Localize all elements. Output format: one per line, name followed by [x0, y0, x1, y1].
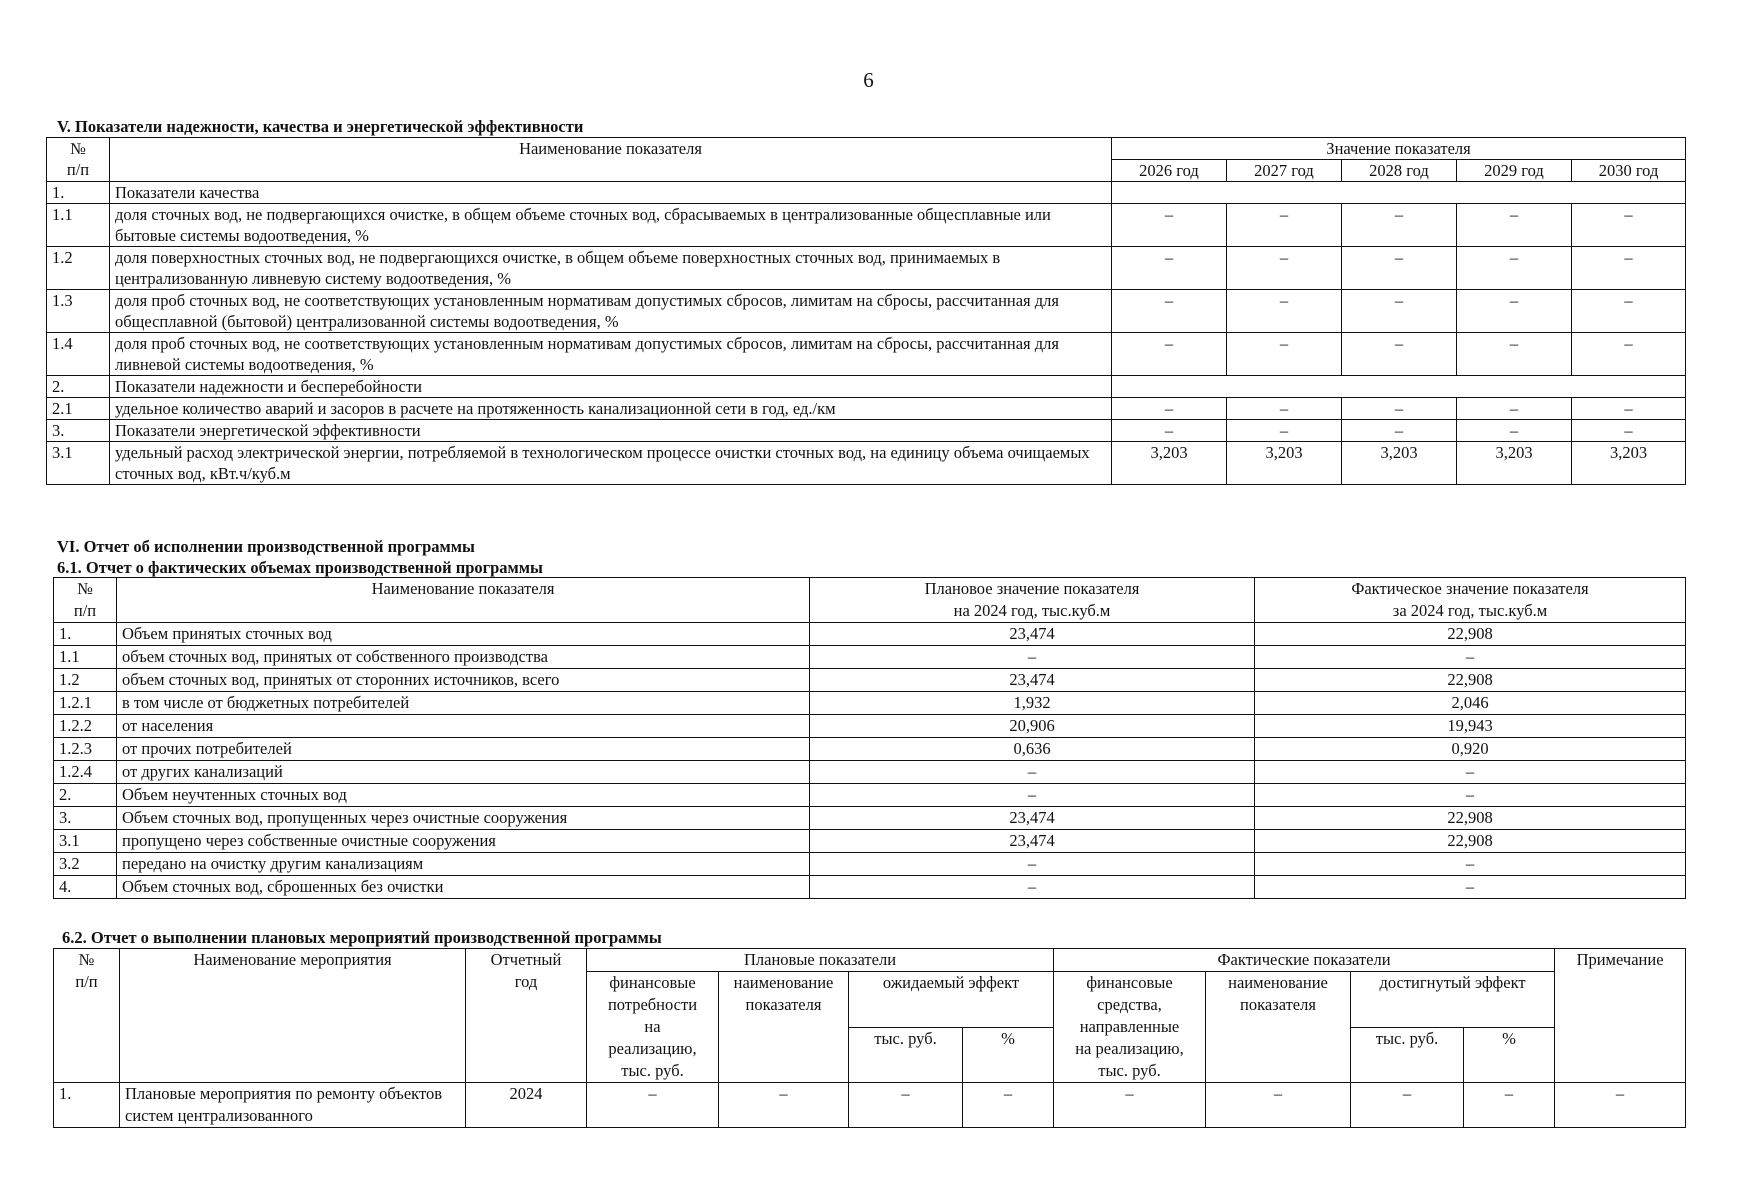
- row-value: –: [1227, 333, 1342, 376]
- table-row: [47, 204, 1686, 247]
- col-header-rub: тыс. руб.: [849, 1027, 963, 1083]
- col-header-number: № п/п: [54, 949, 120, 1083]
- row-value: –: [1227, 247, 1342, 290]
- col-header-value: Значение показателя: [1112, 138, 1686, 160]
- row-name: Объем сточных вод, пропущенных через очистные сооружения: [117, 807, 810, 830]
- row-number: 1.: [54, 1083, 120, 1128]
- col-header-year: 2030 год: [1572, 160, 1686, 182]
- row-number: 1.2.3: [54, 738, 117, 761]
- row-value: –: [1572, 204, 1686, 247]
- row-value: –: [1342, 204, 1457, 247]
- row-value: –: [1227, 290, 1342, 333]
- row-number: 3.1: [47, 442, 110, 485]
- table-row: [54, 1083, 1686, 1128]
- col-header-note: Примечание: [1555, 949, 1686, 1083]
- row-value-empty: [1112, 182, 1686, 204]
- row-plan-value: 23,474: [810, 830, 1255, 853]
- col-header-pct: %: [1464, 1027, 1555, 1083]
- row-number: 1.2.2: [54, 715, 117, 738]
- row-value: –: [1054, 1083, 1206, 1128]
- row-name: Показатели надежности и бесперебойности: [110, 376, 1112, 398]
- row-value: 3,203: [1227, 442, 1342, 485]
- row-number: 1.4: [47, 333, 110, 376]
- row-value: –: [1342, 398, 1457, 420]
- table-row: [54, 692, 1686, 715]
- row-number: 1.2.4: [54, 761, 117, 784]
- table-row: [47, 442, 1686, 485]
- table-row: [54, 738, 1686, 761]
- row-name: от прочих потребителей: [117, 738, 810, 761]
- table-row: [54, 876, 1686, 899]
- row-name: Объем неучтенных сточных вод: [117, 784, 810, 807]
- row-value: –: [1572, 333, 1686, 376]
- row-value: –: [1206, 1083, 1351, 1128]
- row-number: 1.3: [47, 290, 110, 333]
- row-fact-value: –: [1255, 646, 1686, 669]
- row-plan-value: –: [810, 784, 1255, 807]
- table-row: [47, 376, 1686, 398]
- row-value: –: [1457, 398, 1572, 420]
- row-fact-value: 2,046: [1255, 692, 1686, 715]
- row-value: –: [1457, 204, 1572, 247]
- row-value: –: [1572, 247, 1686, 290]
- row-name: Объем принятых сточных вод: [117, 623, 810, 646]
- row-value: –: [1555, 1083, 1686, 1128]
- row-value-empty: [1112, 376, 1686, 398]
- row-value: –: [1227, 204, 1342, 247]
- row-number: 3.: [47, 420, 110, 442]
- col-header-name: Наименование показателя: [110, 138, 1112, 182]
- row-value: –: [1342, 290, 1457, 333]
- volumes-table: [53, 577, 1686, 899]
- row-plan-value: 0,636: [810, 738, 1255, 761]
- row-name: доля сточных вод, не подвергающихся очистке, в общем объеме сточных вод, сбрасываемых в централизованные общесплавные или бытовые системы водоотведения, %: [110, 204, 1112, 247]
- row-number: 1.: [54, 623, 117, 646]
- col-header-plan: Плановое значение показателя на 2024 год, тыс.куб.м: [810, 578, 1255, 623]
- row-number: 1.2: [54, 669, 117, 692]
- row-value: 3,203: [1342, 442, 1457, 485]
- row-name: удельное количество аварий и засоров в расчете на протяженность канализационной сети в год, ед./км: [110, 398, 1112, 420]
- row-name: доля проб сточных вод, не соответствующих установленным нормативам допустимых сбросов, лимитам на сбросы, рассчитанная для ливневой системы водоотведения, %: [110, 333, 1112, 376]
- table-row: [47, 398, 1686, 420]
- row-name: объем сточных вод, принятых от собственного производства: [117, 646, 810, 669]
- table-row: [54, 830, 1686, 853]
- row-value: –: [1572, 420, 1686, 442]
- col-header-measure-name: Наименование мероприятия: [120, 949, 466, 1083]
- col-header-pct: %: [963, 1027, 1054, 1083]
- table-row: [54, 623, 1686, 646]
- row-value: –: [1457, 247, 1572, 290]
- row-number: 1.1: [47, 204, 110, 247]
- col-header-year: 2029 год: [1457, 160, 1572, 182]
- col-header-actual: Фактические показатели: [1054, 949, 1555, 972]
- col-header-achieved-effect: достигнутый эффект: [1351, 972, 1555, 1028]
- row-plan-value: 1,932: [810, 692, 1255, 715]
- section-6-2-heading: 6.2. Отчет о выполнении плановых мероприятий производственной программы: [62, 928, 662, 947]
- row-value: –: [1227, 420, 1342, 442]
- table-row: [54, 761, 1686, 784]
- row-number: 3.2: [54, 853, 117, 876]
- reliability-table: [46, 137, 1686, 485]
- col-header-year: 2027 год: [1227, 160, 1342, 182]
- row-value: –: [1342, 420, 1457, 442]
- row-plan-value: –: [810, 876, 1255, 899]
- section-5-heading: V. Показатели надежности, качества и энергетической эффективности: [57, 117, 584, 136]
- row-name: передано на очистку другим канализациям: [117, 853, 810, 876]
- row-number: 1.2: [47, 247, 110, 290]
- col-header-fact-indicator: наименование показателя: [1206, 972, 1351, 1083]
- row-value: –: [1572, 398, 1686, 420]
- col-header-number: № п/п: [54, 578, 117, 623]
- col-header-plan-indicator: наименование показателя: [719, 972, 849, 1083]
- table-row: [54, 853, 1686, 876]
- row-value: –: [963, 1083, 1054, 1128]
- row-value: –: [1112, 398, 1227, 420]
- row-fact-value: –: [1255, 876, 1686, 899]
- col-header-fact: Фактическое значение показателя за 2024 год, тыс.куб.м: [1255, 578, 1686, 623]
- row-fact-value: –: [1255, 784, 1686, 807]
- row-value: –: [719, 1083, 849, 1128]
- row-fact-value: 22,908: [1255, 807, 1686, 830]
- row-value: –: [1227, 398, 1342, 420]
- row-name: доля поверхностных сточных вод, не подвергающихся очистке, в общем объеме поверхностных сточных вод, принимаемых в централизованную ливневую систему водоотведения, %: [110, 247, 1112, 290]
- table-row: [47, 333, 1686, 376]
- row-value: –: [1112, 290, 1227, 333]
- row-year: 2024: [466, 1083, 587, 1128]
- table-row: [54, 784, 1686, 807]
- row-value: 3,203: [1572, 442, 1686, 485]
- row-name: Показатели энергетической эффективности: [110, 420, 1112, 442]
- row-name: Показатели качества: [110, 182, 1112, 204]
- row-value: –: [1572, 290, 1686, 333]
- table-row: [47, 182, 1686, 204]
- row-value: –: [1457, 290, 1572, 333]
- row-value: –: [1112, 204, 1227, 247]
- row-name: от других канализаций: [117, 761, 810, 784]
- row-plan-value: 23,474: [810, 807, 1255, 830]
- col-header-planned: Плановые показатели: [587, 949, 1054, 972]
- col-header-report-year: Отчетный год: [466, 949, 587, 1083]
- table-row: [54, 807, 1686, 830]
- row-number: 3.1: [54, 830, 117, 853]
- col-header-rub: тыс. руб.: [1351, 1027, 1464, 1083]
- row-plan-value: 20,906: [810, 715, 1255, 738]
- row-value: –: [587, 1083, 719, 1128]
- row-value: –: [1112, 247, 1227, 290]
- section-6-heading: VI. Отчет об исполнении производственной программы: [57, 537, 475, 556]
- row-fact-value: 0,920: [1255, 738, 1686, 761]
- col-header-year: 2026 год: [1112, 160, 1227, 182]
- table-row: [54, 646, 1686, 669]
- col-header-fact-finance: финансовые средства, направленные на реализацию, тыс. руб.: [1054, 972, 1206, 1083]
- row-name: от населения: [117, 715, 810, 738]
- row-fact-value: 22,908: [1255, 623, 1686, 646]
- row-fact-value: 22,908: [1255, 669, 1686, 692]
- table-row: [54, 669, 1686, 692]
- row-plan-value: 23,474: [810, 669, 1255, 692]
- row-number: 3.: [54, 807, 117, 830]
- row-plan-value: –: [810, 761, 1255, 784]
- row-name: удельный расход электрической энергии, потребляемой в технологическом процессе очистки сточных вод, на единицу объема очищаемых сточных вод, кВт.ч/куб.м: [110, 442, 1112, 485]
- row-value: –: [849, 1083, 963, 1128]
- row-name: в том числе от бюджетных потребителей: [117, 692, 810, 715]
- col-header-number: № п/п: [47, 138, 110, 182]
- row-name: объем сточных вод, принятых от сторонних источников, всего: [117, 669, 810, 692]
- row-fact-value: –: [1255, 853, 1686, 876]
- row-number: 2.1: [47, 398, 110, 420]
- row-fact-value: –: [1255, 761, 1686, 784]
- row-fact-value: 19,943: [1255, 715, 1686, 738]
- row-fact-value: 22,908: [1255, 830, 1686, 853]
- row-value: 3,203: [1457, 442, 1572, 485]
- row-measure-name: Плановые мероприятия по ремонту объектов систем централизованного: [120, 1083, 466, 1128]
- col-header-plan-finance: финансовые потребности на реализацию, тыс. руб.: [587, 972, 719, 1083]
- row-number: 2.: [47, 376, 110, 398]
- row-name: пропущено через собственные очистные сооружения: [117, 830, 810, 853]
- row-value: –: [1112, 420, 1227, 442]
- row-name: доля проб сточных вод, не соответствующих установленным нормативам допустимых сбросов, лимитам на сбросы, рассчитанная для общесплавной (бытовой) централизованной системы водоотведения, %: [110, 290, 1112, 333]
- page-number: 6: [863, 68, 874, 92]
- table-row: [47, 247, 1686, 290]
- row-number: 2.: [54, 784, 117, 807]
- row-value: –: [1457, 333, 1572, 376]
- table-row: [47, 290, 1686, 333]
- col-header-year: 2028 год: [1342, 160, 1457, 182]
- measures-table: [53, 948, 1686, 1128]
- row-plan-value: –: [810, 646, 1255, 669]
- row-value: –: [1112, 333, 1227, 376]
- row-name: Объем сточных вод, сброшенных без очистки: [117, 876, 810, 899]
- row-plan-value: 23,474: [810, 623, 1255, 646]
- row-value: –: [1342, 247, 1457, 290]
- row-plan-value: –: [810, 853, 1255, 876]
- row-value: –: [1464, 1083, 1555, 1128]
- row-value: –: [1457, 420, 1572, 442]
- row-number: 1.: [47, 182, 110, 204]
- table-row: [47, 420, 1686, 442]
- row-number: 4.: [54, 876, 117, 899]
- col-header-expected-effect: ожидаемый эффект: [849, 972, 1054, 1028]
- row-number: 1.2.1: [54, 692, 117, 715]
- table-row: [54, 715, 1686, 738]
- row-value: –: [1342, 333, 1457, 376]
- row-value: –: [1351, 1083, 1464, 1128]
- section-6-1-heading: 6.1. Отчет о фактических объемах производственной программы: [57, 558, 543, 577]
- row-number: 1.1: [54, 646, 117, 669]
- col-header-name: Наименование показателя: [117, 578, 810, 623]
- row-value: 3,203: [1112, 442, 1227, 485]
